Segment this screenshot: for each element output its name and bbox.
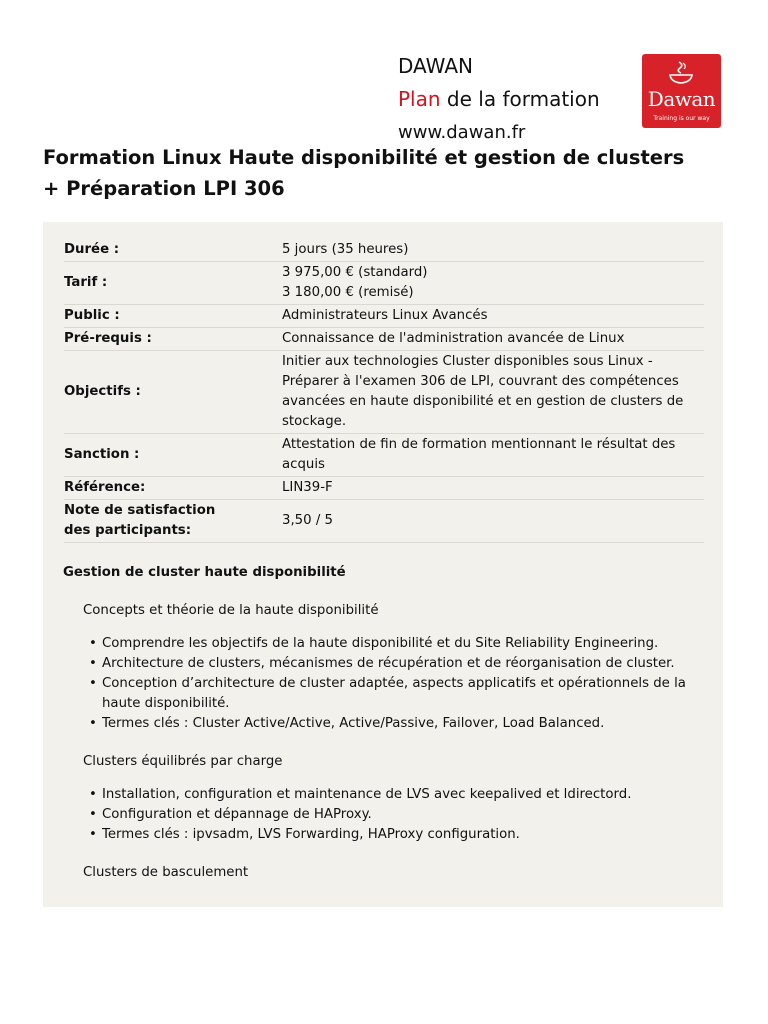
value-public: Administrateurs Linux Avancés (282, 305, 704, 328)
value-duree: 5 jours (35 heures) (282, 239, 704, 262)
table-row (64, 500, 704, 543)
list-item: • Architecture de clusters, mécanismes de récupération et de réorganisation de cluster. (102, 654, 708, 674)
list-item: • Installation, configuration et maintenance de LVS avec keepalived et ldirectord. (102, 785, 708, 805)
subsection-title: Clusters équilibrés par charge (83, 754, 283, 769)
label-public: Public : (64, 305, 282, 328)
table-row (64, 239, 704, 262)
bullet-list (102, 785, 708, 845)
value-objectifs: Initier aux technologies Cluster disponibles sous Linux - Préparer à l'examen 306 de LPI, couvrant des compétences avancées en haute disponibilité et en gestion de clusters de stockage. (282, 351, 704, 434)
cup-icon (666, 60, 696, 86)
value-tarif (282, 262, 704, 305)
label-reference: Référence: (64, 477, 282, 500)
label-duree: Durée : (64, 239, 282, 262)
list-item: • Conception d’architecture de cluster adaptée, aspects applicatifs et opérationnels de la haute disponibilité. (102, 674, 708, 714)
label-tarif: Tarif : (64, 262, 282, 305)
table-row (64, 351, 704, 434)
tarif-remise: 3 180,00 € (remisé) (282, 285, 414, 300)
value-satisfaction: 3,50 / 5 (282, 500, 704, 543)
table-row (64, 305, 704, 328)
website-url: www.dawan.fr (398, 122, 526, 143)
plan-heading (398, 83, 600, 116)
page-title: Formation Linux Haute disponibilité et gestion de clusters + Préparation LPI 306 (43, 146, 685, 200)
document-header (398, 50, 600, 149)
list-item: • Configuration et dépannage de HAProxy. (102, 805, 708, 825)
list-item: • Termes clés : Cluster Active/Active, Active/Passive, Failover, Load Balanced. (102, 714, 708, 734)
subsection-title: Concepts et théorie de la haute disponibilité (83, 603, 379, 618)
tarif-standard: 3 975,00 € (standard) (282, 265, 428, 280)
plan-word: Plan (398, 87, 441, 111)
content-panel (43, 222, 723, 907)
list-item: • Termes clés : ipvsadm, LVS Forwarding, HAProxy configuration. (102, 825, 708, 845)
plan-rest: de la formation (440, 87, 600, 111)
table-row (64, 328, 704, 351)
label-prerequis: Pré-requis : (64, 328, 282, 351)
value-reference: LIN39-F (282, 477, 704, 500)
logo-tagline: Training is our way (653, 115, 710, 122)
list-item: • Comprendre les objectifs de la haute disponibilité et du Site Reliability Engineering. (102, 634, 708, 654)
table-row (64, 262, 704, 305)
section-title: Gestion de cluster haute disponibilité (63, 565, 346, 580)
label-sanction: Sanction : (64, 434, 282, 477)
value-prerequis: Connaissance de l'administration avancée de Linux (282, 328, 704, 351)
value-sanction: Attestation de fin de formation mentionnant le résultat des acquis (282, 434, 704, 477)
subsection-title: Clusters de basculement (83, 865, 249, 880)
info-table (64, 239, 704, 543)
label-satisfaction: Note de satisfaction des participants: (64, 500, 282, 543)
table-row (64, 434, 704, 477)
dawan-logo (642, 54, 721, 128)
program-content (63, 562, 708, 883)
bullet-list (102, 634, 708, 734)
table-row (64, 477, 704, 500)
label-objectifs: Objectifs : (64, 351, 282, 434)
logo-text: Dawan (647, 87, 716, 111)
company-name: DAWAN (398, 54, 473, 78)
